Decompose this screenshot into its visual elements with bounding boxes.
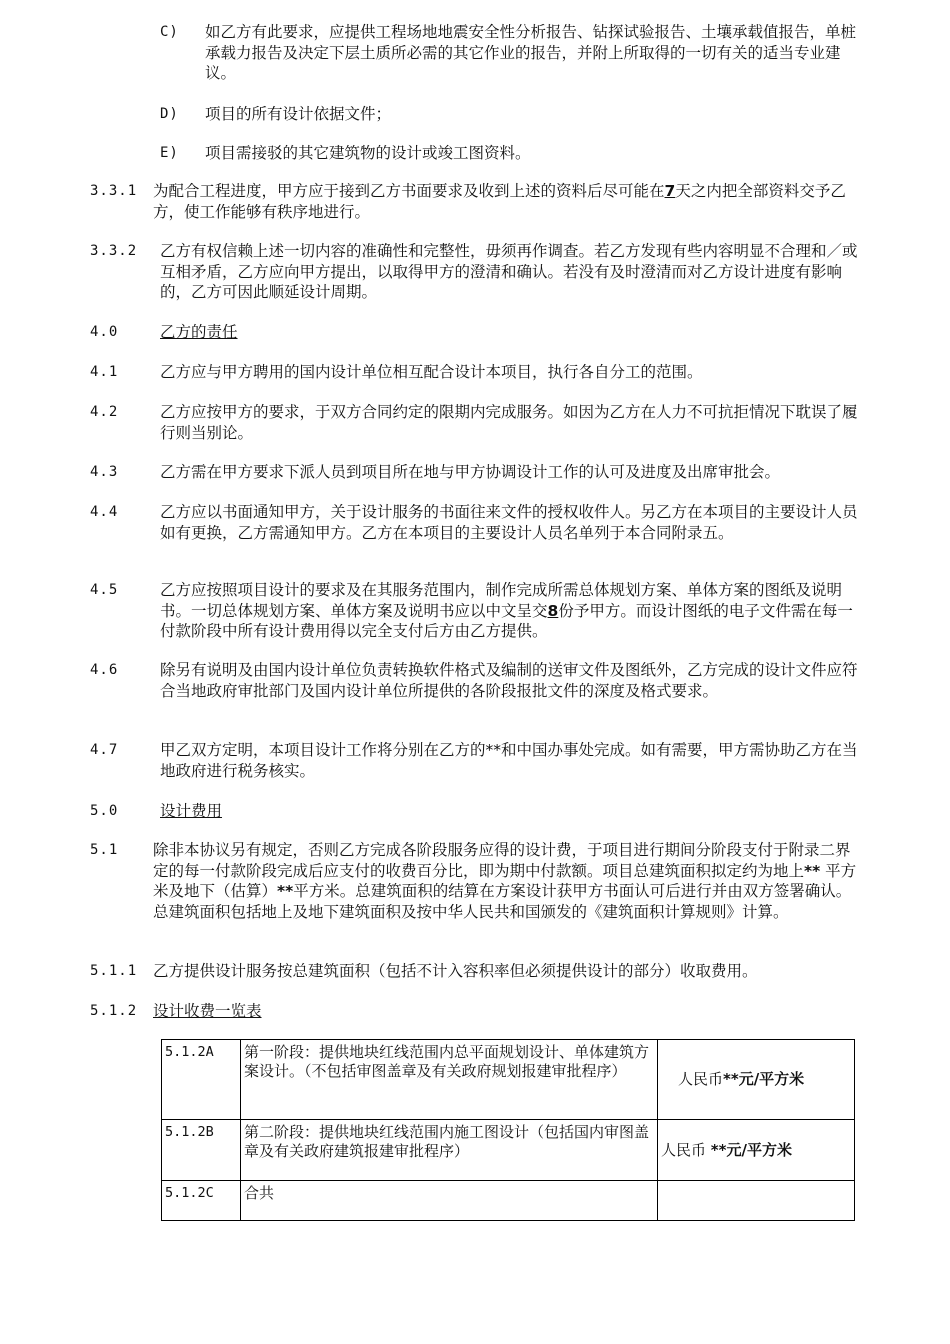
section-4-7-text: 甲乙双方定明，本项目设计工作将分别在乙方的**和中国办事处完成。如有需要，甲方需协助乙方在当地政府进行税务核实。 <box>160 741 858 780</box>
item-c-text: 如乙方有此要求，应提供工程场地地震安全性分析报告、钻探试验报告、土壤承载值报告，单桩承载力报告及决定下层土质所必需的其它作业的报告，并附上所取得的一切有关的适当专业建议。 <box>205 23 857 82</box>
section-5-1-1-text: 乙方提供设计服务按总建筑面积（包括不计入容积率但必须提供设计的部分）收取费用。 <box>153 962 758 980</box>
section-5-1-2-heading: 设计收费一览表 <box>153 1002 262 1020</box>
table-row <box>162 1040 855 1120</box>
row-price <box>658 1181 855 1221</box>
item-c-label: C) <box>160 24 179 40</box>
section-4-6-text: 除另有说明及由国内设计单位负责转换软件格式及编制的送审文件及图纸外，乙方完成的设计文件应符合当地政府审批部门及国内设计单位所提供的各阶段报批文件的深度及格式要求。 <box>160 661 858 700</box>
row-code: 5.1.2A <box>162 1040 241 1120</box>
section-5-0-number: 5.0 <box>90 803 119 819</box>
section-5-1-number: 5.1 <box>90 842 119 858</box>
section-3-3-1-text: 为配合工程进度，甲方应于接到乙方书面要求及收到上述的资料后尽可能在7天之内把全部资料交予乙方，使工作能够有秩序地进行。 <box>153 182 846 221</box>
section-4-5-number: 4.5 <box>90 582 119 598</box>
section-4-0-heading: 乙方的责任 <box>160 323 238 341</box>
row-description: 合共 <box>241 1181 658 1221</box>
item-d-label: D) <box>160 106 179 122</box>
item-d-text: 项目的所有设计依据文件； <box>205 105 392 123</box>
table-row <box>162 1120 855 1181</box>
row-price: 人民币 **元/平方米 <box>658 1120 855 1181</box>
fee-table <box>161 1039 855 1221</box>
section-4-2-number: 4.2 <box>90 404 119 420</box>
section-4-1-number: 4.1 <box>90 364 119 380</box>
days-value: 7 <box>664 182 676 200</box>
section-4-4-number: 4.4 <box>90 504 119 520</box>
section-5-1-text: 除非本协议另有规定，否则乙方完成各阶段服务应得的设计费，于项目进行期间分阶段支付于附录二界定的每一付款阶段完成后应支付的收费百分比，即为期中付款额。项目总建筑面积拟定约为地上** 平方米及地下（估算）**平方米。总建筑面积的结算在方案设计获甲方书面认可后进行并由双方签署确认。总建筑面积包括地上及地下建筑面积及按中华人民共和国颁发的《建筑面积计算规则》计算。 <box>153 841 857 921</box>
section-5-1-2-number: 5.1.2 <box>90 1003 138 1019</box>
section-3-3-2-number: 3.3.2 <box>90 243 138 259</box>
table-row <box>162 1181 855 1221</box>
row-description: 第一阶段：提供地块红线范围内总平面规划设计、单体建筑方案设计。（不包括审图盖章及有关政府规划报建审批程序） <box>241 1040 658 1120</box>
section-4-2-text: 乙方应按甲方的要求，于双方合同约定的限期内完成服务。如因为乙方在人力不可抗拒情况下耽误了履行则当别论。 <box>160 403 858 442</box>
section-5-0-heading: 设计费用 <box>160 802 223 820</box>
row-code: 5.1.2B <box>162 1120 241 1181</box>
section-4-3-number: 4.3 <box>90 464 119 480</box>
section-4-5-text: 乙方应按照项目设计的要求及在其服务范围内，制作完成所需总体规划方案、单体方案的图纸及说明书。一切总体规划方案、单体方案及说明书应以中文呈交8份予甲方。而设计图纸的电子文件需在每一付款阶段中所有设计费用得以完全支付后方由乙方提供。 <box>160 581 853 640</box>
section-3-3-1-number: 3.3.1 <box>90 183 138 199</box>
section-4-0-number: 4.0 <box>90 324 119 340</box>
item-e-label: E) <box>160 145 179 161</box>
section-4-1-text: 乙方应与甲方聘用的国内设计单位相互配合设计本项目，执行各自分工的范围。 <box>160 363 703 381</box>
section-4-6-number: 4.6 <box>90 662 119 678</box>
section-3-3-2-text: 乙方有权信赖上述一切内容的准确性和完整性，毋须再作调查。若乙方发现有些内容明显不合理和／或互相矛盾，乙方应向甲方提出，以取得甲方的澄清和确认。若没有及时澄清而对乙方设计进度有影响的，乙方可因此顺延设计周期。 <box>160 242 858 301</box>
row-price: 人民币**元/平方米 <box>658 1040 855 1120</box>
item-e-text: 项目需接驳的其它建筑物的设计或竣工图资料。 <box>205 144 531 162</box>
section-4-3-text: 乙方需在甲方要求下派人员到项目所在地与甲方协调设计工作的认可及进度及出席审批会。 <box>160 463 781 481</box>
copies-value: 8 <box>547 601 559 620</box>
section-4-7-number: 4.7 <box>90 742 119 758</box>
row-description: 第二阶段：提供地块红线范围内施工图设计（包括国内审图盖章及有关政府建筑报建审批程序） <box>241 1120 658 1181</box>
section-4-4-text: 乙方应以书面通知甲方，关于设计服务的书面往来文件的授权收件人。另乙方在本项目的主要设计人员如有更换，乙方需通知甲方。乙方在本项目的主要设计人员名单列于本合同附录五。 <box>160 503 858 542</box>
section-5-1-1-number: 5.1.1 <box>90 963 138 979</box>
row-code: 5.1.2C <box>162 1181 241 1221</box>
